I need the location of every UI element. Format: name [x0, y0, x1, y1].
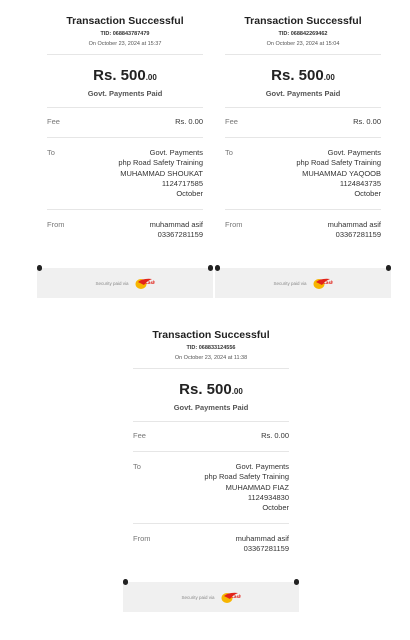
fee-value: Rs. 0.00	[175, 117, 203, 126]
notch	[386, 265, 391, 271]
fee-label: Fee	[225, 117, 238, 126]
to-value: Govt. Payments php Road Safety Training MUHAMMAD YAQOOB 1124843735 October	[296, 148, 381, 199]
jazzcash-logo	[313, 276, 333, 290]
fee-value: Rs. 0.00	[261, 431, 289, 440]
receipt-3	[133, 328, 289, 565]
transaction-id: TID: 068842269462	[278, 31, 328, 37]
notch	[37, 265, 42, 271]
receipt-title: Transaction Successful	[244, 15, 362, 27]
jazzcash-logo	[135, 276, 155, 290]
jazzcash-logo	[221, 590, 241, 604]
notch	[123, 579, 128, 585]
from-value: muhammad asif 03367281159	[235, 534, 289, 554]
to-row	[47, 138, 203, 209]
divider	[47, 54, 203, 55]
secured-strip	[215, 268, 391, 298]
from-value: muhammad asif 03367281159	[149, 220, 203, 240]
amount: Rs. 500.00	[179, 381, 243, 398]
secured-text: Security paid via	[181, 594, 215, 600]
fee-label: Fee	[47, 117, 60, 126]
from-row	[47, 210, 203, 250]
to-row	[225, 138, 381, 209]
fee-row	[47, 108, 203, 137]
svg-text:Cash: Cash	[322, 280, 333, 285]
from-label: From	[133, 534, 151, 544]
secured-text: Security paid via	[273, 280, 307, 286]
secured-strip	[37, 268, 213, 298]
from-label: From	[47, 220, 65, 230]
from-row	[133, 524, 289, 564]
receipt-title: Transaction Successful	[152, 329, 270, 341]
amount: Rs. 500.00	[93, 67, 157, 84]
notch	[215, 265, 220, 271]
transaction-date: On October 23, 2024 at 11:38	[174, 355, 248, 361]
to-label: To	[133, 462, 141, 472]
transaction-date: On October 23, 2024 at 15:37	[88, 41, 162, 47]
from-value: muhammad asif 03367281159	[327, 220, 381, 240]
from-label: From	[225, 220, 243, 230]
transaction-id: TID: 068843787479	[100, 31, 150, 37]
fee-label: Fee	[133, 431, 146, 440]
to-value: Govt. Payments php Road Safety Training MUHAMMAD FIAZ 1124934830 October	[204, 462, 289, 513]
to-row	[133, 452, 289, 523]
paid-caption: Govt. Payments Paid	[173, 403, 249, 412]
transaction-id: TID: 068833124556	[186, 345, 236, 351]
paid-caption: Govt. Payments Paid	[265, 89, 341, 98]
to-label: To	[225, 148, 233, 158]
paid-caption: Govt. Payments Paid	[87, 89, 163, 98]
transaction-date: On October 23, 2024 at 15:04	[266, 41, 340, 47]
fee-value: Rs. 0.00	[353, 117, 381, 126]
secured-strip	[123, 582, 299, 612]
svg-text:Cash: Cash	[230, 594, 241, 599]
svg-text:Cash: Cash	[144, 280, 155, 285]
to-value: Govt. Payments php Road Safety Training MUHAMMAD SHOUKAT 1124717585 October	[118, 148, 203, 199]
to-label: To	[47, 148, 55, 158]
secured-text: Security paid via	[95, 280, 129, 286]
notch	[208, 265, 213, 271]
fee-row	[133, 422, 289, 451]
amount: Rs. 500.00	[271, 67, 335, 84]
divider	[225, 54, 381, 55]
notch	[294, 579, 299, 585]
divider	[133, 368, 289, 369]
fee-row	[225, 108, 381, 137]
receipt-1	[47, 14, 203, 251]
receipt-2	[225, 14, 381, 251]
from-row	[225, 210, 381, 250]
receipt-title: Transaction Successful	[66, 15, 184, 27]
